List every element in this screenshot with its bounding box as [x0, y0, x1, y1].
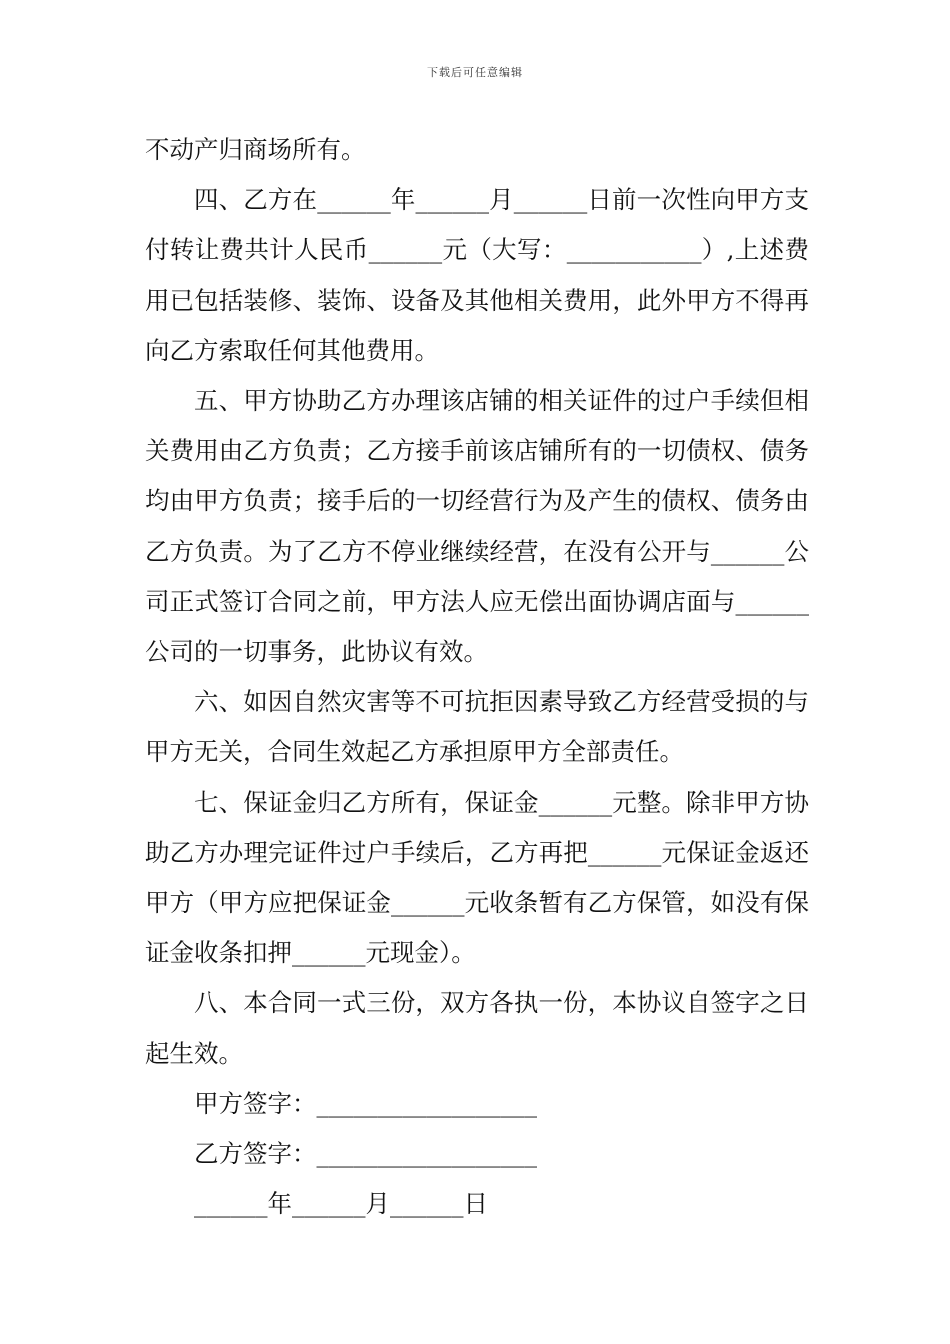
party-b-signature-line: 乙方签字：__________________	[194, 1139, 537, 1169]
clause-six: 六、如因自然灾害等不可抗拒因素导致乙方经营受损的与甲方无关，合同生效起乙方承担原甲方全部责任。	[145, 687, 809, 767]
clause-seven: 七、保证金归乙方所有，保证金______元整。除非甲方协助乙方办理完证件过户手续后，乙方再把______元保证金返还甲方（甲方应把保证金______元收条暂有乙方保管，如没有保证金收条扣押______元现金）。	[145, 787, 809, 968]
clause-five: 五、甲方协助乙方办理该店铺的相关证件的过户手续但相关费用由乙方负责；乙方接手前该店铺所有的一切债权、债务均由甲方负责；接手后的一切经营行为及产生的债权、债务由乙方负责。为了乙方不停业继续经营，在没有公开与______公司正式签订合同之前，甲方法人应无偿出面协调店面与______公司的一切事务，此协议有效。	[145, 386, 809, 667]
document-body	[145, 125, 809, 1229]
paragraph-continuation: 不动产归商场所有。	[145, 135, 366, 164]
clause-four: 四、乙方在______年______月______日前一次性向甲方支付转让费共计人民币______元（大写：___________）,上述费用已包括装修、装饰、设备及其他相关费用，此外甲方不得再向乙方索取任何其他费用。	[145, 185, 809, 365]
clause-eight: 八、本合同一式三份，双方各执一份，本协议自签字之日起生效。	[145, 988, 809, 1068]
page-header: 下载后可任意编辑	[427, 66, 523, 79]
signature-date-line: ______年______月______日	[194, 1189, 488, 1219]
party-a-signature-line: 甲方签字：__________________	[194, 1088, 537, 1118]
